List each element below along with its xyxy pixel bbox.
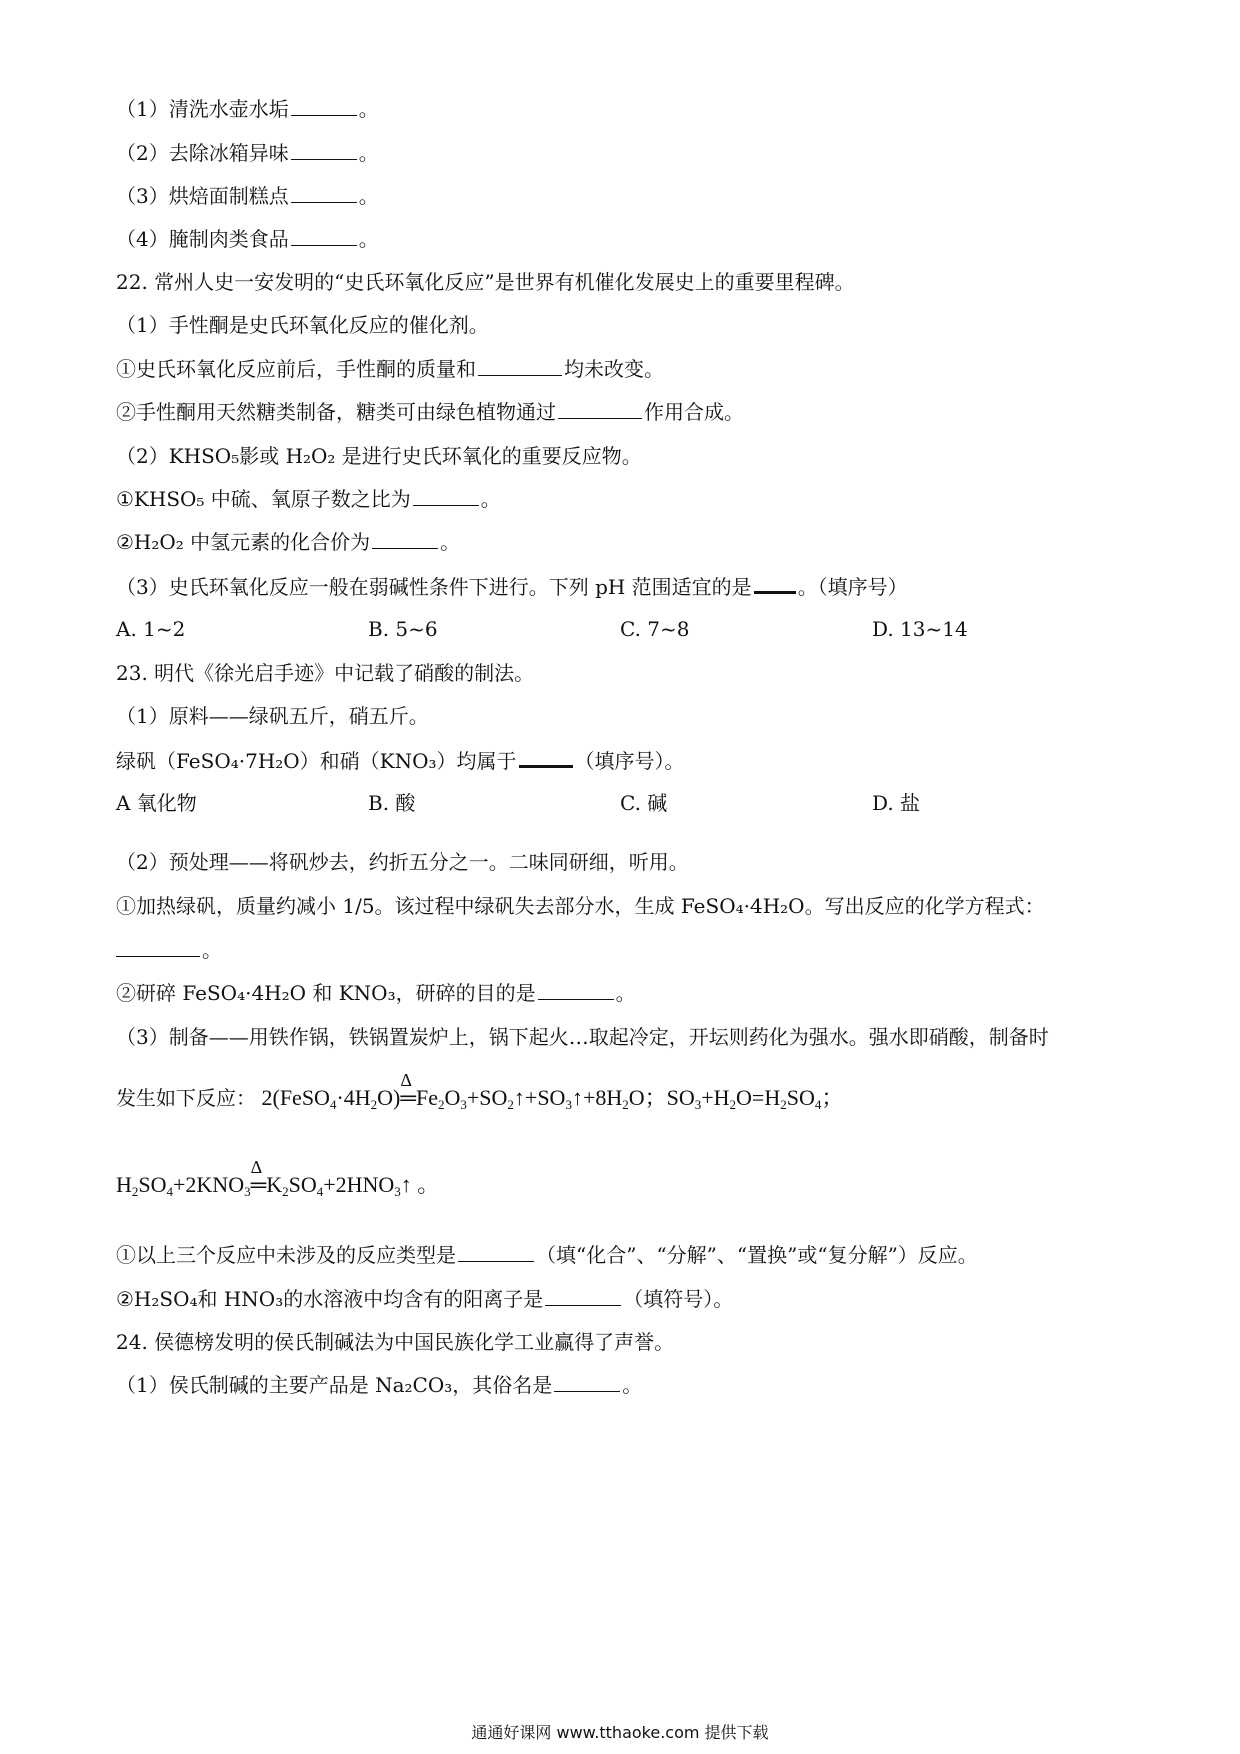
q23-part3-b: ②H₂SO₄和 HNO₃的水溶液中均含有的阳离子是 （填符号）。 [116, 1287, 734, 1311]
line-21-2: （2）去除冰箱异味 。 [116, 141, 379, 165]
q22-part2: （2）KHSO₅影或 H₂O₂ 是进行史氏环氧化的重要反应物。 [116, 444, 642, 468]
answer-blank [291, 227, 357, 246]
q22-part1-a: ①史氏环氧化反应前后，手性酮的质量和 均未改变。 [116, 357, 664, 381]
answer-blank [372, 530, 438, 549]
option-b[interactable]: B. 5~6 [368, 617, 438, 641]
q23-part2: （2）预处理——将矾炒去，约折五分之一。二味同研细，听用。 [116, 850, 689, 874]
answer-blank [478, 357, 562, 376]
q22-part2-b: ②H₂O₂ 中氢元素的化合价为 。 [116, 530, 461, 554]
equation-line-2: $H_2SO_4+2KNO_3$ Δ $═K_2SO_4+2HNO_3↑$ 。 [116, 1157, 440, 1199]
q23-part2-a-answer: 。 [116, 937, 222, 963]
option-d[interactable]: D. 盐 [872, 791, 921, 815]
q23-part3: （3）制备——用铁作锅，铁锅置炭炉上，锅下起火…取起冷定，开坛则药化为强水。强水即硝酸，制备时 [116, 1025, 1049, 1049]
q24-part1: （1）侯氏制碱的主要产品是 Na₂CO₃，其俗名是 。 [116, 1373, 643, 1397]
option-a[interactable]: A. 1~2 [116, 617, 186, 641]
answer-blank [458, 1243, 534, 1262]
answer-blank [554, 1373, 620, 1392]
q22-part1: （1）手性酮是史氏环氧化反应的催化剂。 [116, 313, 489, 337]
answer-blank [291, 184, 357, 203]
page-footer: 通通好课网 www.tthaoke.com 提供下载 [471, 1723, 769, 1742]
option-d[interactable]: D. 13~14 [872, 617, 968, 641]
answer-blank [291, 141, 357, 160]
q22-part1-b: ②手性酮用天然糖类制备，糖类可由绿色植物通过 作用合成。 [116, 400, 744, 424]
answer-blank [116, 938, 200, 957]
question-24: 24. 侯德榜发明的侯氏制碱法为中国民族化学工业赢得了声誉。 [116, 1330, 675, 1354]
question-23: 23. 明代《徐光启手迹》中记载了硝酸的制法。 [116, 661, 535, 685]
q23-part2-a: ①加热绿矾，质量约减小 1/5。该过程中绿矾失去部分水，生成 FeSO₄·4H₂O。写出反应的化学方程式： [116, 894, 1045, 918]
option-c[interactable]: C. 碱 [620, 791, 668, 815]
equation-line-1: 发生如下反应： $2(FeSO_4\cdot 4H_2O)$ Δ $═Fe_2O_3+SO_2↑+SO_3↑+8H_2O$；$SO_3+H_2O=H_2SO_4$； [116, 1070, 844, 1112]
q23-part2-b: ②研碎 FeSO₄·4H₂O 和 KNO₃，研碎的目的是 。 [116, 981, 636, 1005]
q23-part1: （1）原料——绿矾五斤，硝五斤。 [116, 704, 429, 728]
heat-symbol: Δ ═ [400, 1070, 416, 1110]
q22-part2-a: ①KHSO₅ 中硫、氧原子数之比为 。 [116, 487, 501, 511]
q23-part3-a: ①以上三个反应中未涉及的反应类型是 （填“化合”、“分解”、“置换”或“复分解”）反应。 [116, 1243, 978, 1267]
q23-part1-a: 绿矾（FeSO₄·7H₂O）和硝（KNO₃）均属于 （填序号）。 [116, 749, 685, 773]
answer-blank [413, 487, 479, 506]
answer-blank [538, 981, 614, 1000]
answer-blank [558, 400, 642, 419]
line-21-1: （1）清洗水壶水垢 。 [116, 97, 379, 121]
heat-symbol: Δ ═ [250, 1157, 267, 1197]
question-22: 22. 常州人史一安发明的“史氏环氧化反应”是世界有机催化发展史上的重要里程碑。 [116, 270, 855, 294]
option-a[interactable]: A 氧化物 [116, 791, 197, 815]
option-b[interactable]: B. 酸 [368, 791, 416, 815]
answer-blank [545, 1287, 621, 1306]
option-c[interactable]: C. 7~8 [620, 617, 690, 641]
answer-blank [754, 573, 796, 594]
line-21-4: （4）腌制肉类食品 。 [116, 227, 379, 251]
answer-blank [519, 747, 573, 768]
q22-part3: （3）史氏环氧化反应一般在弱碱性条件下进行。下列 pH 范围适宜的是 。（填序号） [116, 575, 908, 599]
line-21-3: （3）烘焙面制糕点 。 [116, 184, 379, 208]
answer-blank [291, 97, 357, 116]
